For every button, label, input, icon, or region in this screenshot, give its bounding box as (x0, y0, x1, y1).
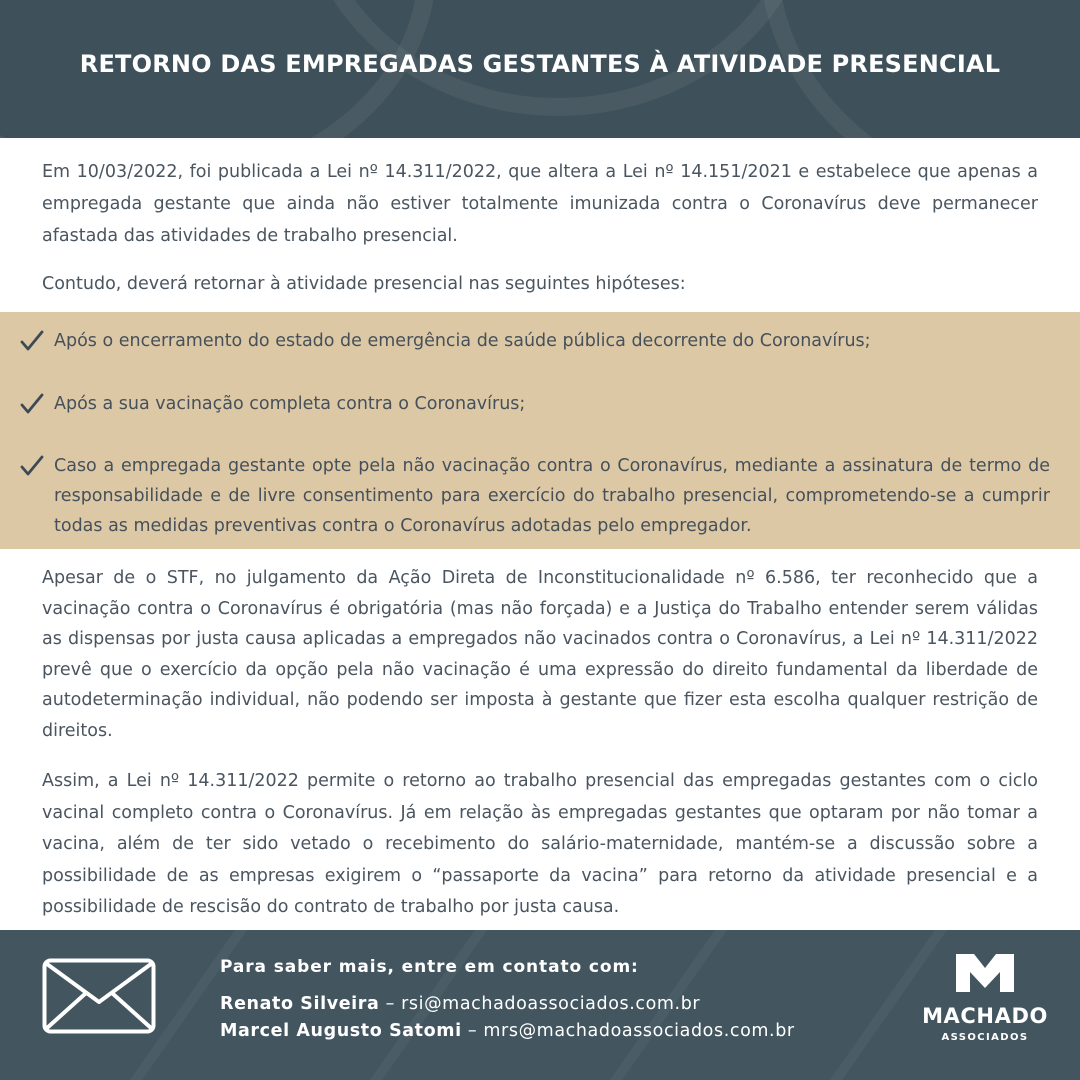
contact-name: Renato Silveira (220, 994, 380, 1014)
contact-line (220, 1021, 795, 1041)
contact-email[interactable]: rsi@machadoassociados.com.br (401, 994, 701, 1014)
contudo-paragraph: Contudo, deverá retornar à atividade presencial nas seguintes hipóteses: (42, 274, 686, 294)
logo-subtitle: ASSOCIADOS (941, 1032, 1029, 1043)
apesar-paragraph: Apesar de o STF, no julgamento da Ação Direta de Inconstitucionalidade nº 6.586, ter reconhecido que a vacinação contra o Coronavírus é obrigatória (mas não forçada) e a Justiça do Trabalho entender serem válidas as dispensas por justa causa aplicadas a empregados não vacinados contra o Coronavírus, a Lei nº 14.311/2022 prevê que o exercício da opção pela não vacinação é uma expressão do direito fundamental da liberdade de autodeterminação individual, não podendo ser imposta à gestante que fizer esta escolha qualquer restrição de direitos. (42, 568, 1038, 741)
checkmark-icon (20, 391, 44, 417)
assim-paragraph: Assim, a Lei nº 14.311/2022 permite o retorno ao trabalho presencial das empregadas gestantes com o ciclo vacinal completo contra o Coronavírus. Já em relação às empregadas gestantes que optaram por não tomar a vacina, além de ter sido vetado o recebimento do salário-maternidade, mantém-se a discussão sobre a possibilidade de as empresas exigirem o “passaporte da vacina” para retorno da atividade presencial e a possibilidade de rescisão do contrato de trabalho por justa causa. (42, 771, 1038, 917)
machado-logo-icon (956, 954, 1014, 992)
contact-name: Marcel Augusto Satomi (220, 1021, 462, 1041)
checkmark-icon (20, 453, 44, 479)
checklist-item-text: Caso a empregada gestante opte pela não vacinação contra o Coronavírus, mediante a assinatura de termo de responsabilidade e de livre consentimento para exercício do trabalho presencial, comprometendo-se a cumprir todas as medidas preventivas contra o Coronavírus adotadas pelo empregador. (54, 456, 1050, 536)
page-title: RETORNO DAS EMPREGADAS GESTANTES À ATIVIDADE PRESENCIAL (79, 50, 1001, 78)
intro-paragraph: Em 10/03/2022, foi publicada a Lei nº 14.311/2022, que altera a Lei nº 14.151/2021 e estabelece que apenas a empregada gestante que ainda não estiver totalmente imunizada contra o Coronavírus deve permanecer afastada das atividades de trabalho presencial. (42, 162, 1038, 246)
checkmark-icon (20, 328, 44, 354)
contact-email[interactable]: mrs@machadoassociados.com.br (483, 1021, 795, 1041)
contact-separator: – (461, 1021, 484, 1041)
header-banner (0, 0, 1080, 138)
checklist-item-text: Após o encerramento do estado de emergência de saúde pública decorrente do Coronavírus; (54, 331, 871, 351)
logo-wordmark: MACHADO (922, 1004, 1048, 1028)
checklist-item-text: Após a sua vacinação completa contra o Coronavírus; (54, 394, 526, 414)
contact-line (220, 994, 700, 1014)
contact-separator: – (379, 994, 402, 1014)
envelope-icon (42, 958, 156, 1034)
contact-heading: Para saber mais, entre em contato com: (220, 957, 639, 977)
contact-footer (0, 930, 1080, 1080)
